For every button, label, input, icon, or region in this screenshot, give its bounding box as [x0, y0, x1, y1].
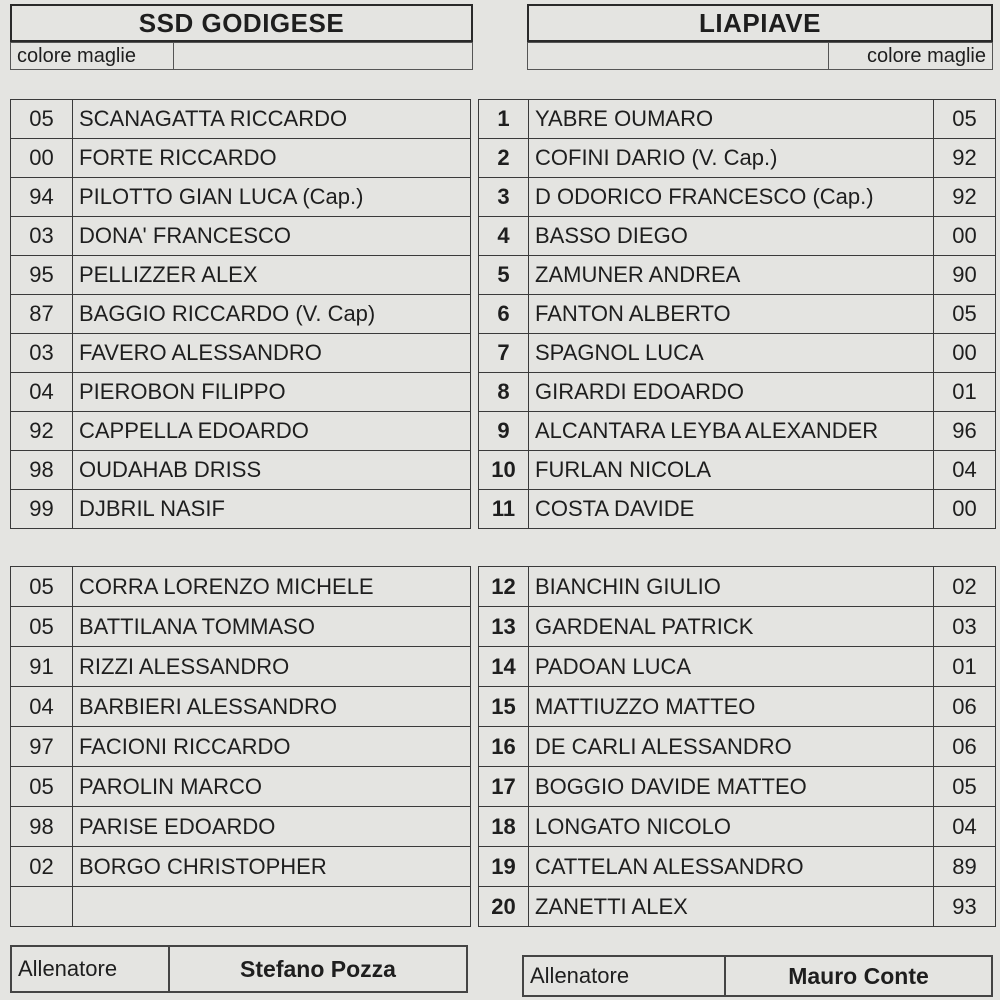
home-player-name: DONA' FRANCESCO	[73, 217, 471, 256]
away-player-name: ALCANTARA LEYBA ALEXANDER	[529, 412, 934, 451]
table-row	[11, 807, 996, 847]
home-player-name: BORGO CHRISTOPHER	[73, 847, 471, 887]
shirt-number: 8	[479, 373, 529, 412]
home-year: 02	[11, 847, 73, 887]
column-gap	[471, 373, 479, 412]
table-row	[11, 687, 996, 727]
home-year: 05	[11, 567, 73, 607]
table-row	[11, 847, 996, 887]
away-player-name: COSTA DAVIDE	[529, 490, 934, 529]
away-year: 89	[934, 847, 996, 887]
away-year: 01	[934, 647, 996, 687]
table-row	[11, 100, 996, 139]
away-shirt-color-label: colore maglie	[867, 44, 986, 67]
home-year: 94	[11, 178, 73, 217]
home-year: 97	[11, 727, 73, 767]
column-gap	[471, 887, 479, 927]
home-year: 92	[11, 412, 73, 451]
away-player-name: GARDENAL PATRICK	[529, 607, 934, 647]
column-gap	[471, 767, 479, 807]
starters-table	[10, 99, 996, 529]
away-year: 00	[934, 217, 996, 256]
table-row	[11, 256, 996, 295]
away-year: 05	[934, 295, 996, 334]
table-row	[11, 887, 996, 927]
away-player-name: MATTIUZZO MATTEO	[529, 687, 934, 727]
column-gap	[471, 217, 479, 256]
away-coach-name: Mauro Conte	[788, 962, 929, 989]
table-row	[11, 727, 996, 767]
column-gap	[471, 807, 479, 847]
shirt-number: 19	[479, 847, 529, 887]
column-gap	[471, 490, 479, 529]
shirt-number: 6	[479, 295, 529, 334]
shirt-number: 12	[479, 567, 529, 607]
away-player-name: BOGGIO DAVIDE MATTEO	[529, 767, 934, 807]
home-player-name: PELLIZZER ALEX	[73, 256, 471, 295]
table-row	[11, 412, 996, 451]
home-shirt-color-divider	[173, 43, 174, 69]
away-player-name: ZANETTI ALEX	[529, 887, 934, 927]
shirt-number: 4	[479, 217, 529, 256]
home-player-name	[73, 887, 471, 927]
column-gap	[471, 412, 479, 451]
away-player-name: BIANCHIN GIULIO	[529, 567, 934, 607]
home-year: 04	[11, 687, 73, 727]
away-player-name: DE CARLI ALESSANDRO	[529, 727, 934, 767]
away-player-name: COFINI DARIO (V. Cap.)	[529, 139, 934, 178]
home-year: 05	[11, 767, 73, 807]
column-gap	[471, 687, 479, 727]
column-gap	[471, 567, 479, 607]
away-player-name: PADOAN LUCA	[529, 647, 934, 687]
shirt-number: 3	[479, 178, 529, 217]
home-player-name: BAGGIO RICCARDO (V. Cap)	[73, 295, 471, 334]
home-year: 03	[11, 334, 73, 373]
home-year: 05	[11, 607, 73, 647]
away-player-name: YABRE OUMARO	[529, 100, 934, 139]
home-shirt-color-row	[10, 42, 473, 70]
away-player-name: D ODORICO FRANCESCO (Cap.)	[529, 178, 934, 217]
home-year: 98	[11, 807, 73, 847]
home-player-name: RIZZI ALESSANDRO	[73, 647, 471, 687]
home-player-name: CAPPELLA EDOARDO	[73, 412, 471, 451]
home-player-name: CORRA LORENZO MICHELE	[73, 567, 471, 607]
starters-body	[11, 100, 996, 529]
home-player-name: FACIONI RICCARDO	[73, 727, 471, 767]
home-player-name: PIEROBON FILIPPO	[73, 373, 471, 412]
away-year: 00	[934, 490, 996, 529]
away-year: 05	[934, 767, 996, 807]
shirt-number: 17	[479, 767, 529, 807]
home-coach-name: Stefano Pozza	[240, 955, 396, 982]
home-coach-box	[10, 945, 468, 993]
table-row	[11, 451, 996, 490]
home-year: 03	[11, 217, 73, 256]
away-year: 02	[934, 567, 996, 607]
column-gap	[471, 647, 479, 687]
away-year: 93	[934, 887, 996, 927]
home-year: 04	[11, 373, 73, 412]
home-player-name: FORTE RICCARDO	[73, 139, 471, 178]
away-year: 92	[934, 178, 996, 217]
home-player-name: FAVERO ALESSANDRO	[73, 334, 471, 373]
home-player-name: PARISE EDOARDO	[73, 807, 471, 847]
away-year: 00	[934, 334, 996, 373]
away-year: 05	[934, 100, 996, 139]
reserves-table	[10, 566, 996, 927]
home-player-name: BARBIERI ALESSANDRO	[73, 687, 471, 727]
table-row	[11, 647, 996, 687]
shirt-number: 16	[479, 727, 529, 767]
home-year: 95	[11, 256, 73, 295]
home-year: 98	[11, 451, 73, 490]
shirt-number: 14	[479, 647, 529, 687]
shirt-number: 1	[479, 100, 529, 139]
home-year: 05	[11, 100, 73, 139]
column-gap	[471, 295, 479, 334]
home-shirt-color-label: colore maglie	[17, 44, 136, 67]
shirt-number: 9	[479, 412, 529, 451]
column-gap	[471, 139, 479, 178]
table-row	[11, 139, 996, 178]
table-row	[11, 334, 996, 373]
shirt-number: 5	[479, 256, 529, 295]
home-team-name: SSD GODIGESE	[10, 4, 473, 42]
column-gap	[471, 847, 479, 887]
away-player-name: FANTON ALBERTO	[529, 295, 934, 334]
away-player-name: GIRARDI EDOARDO	[529, 373, 934, 412]
table-row	[11, 607, 996, 647]
away-player-name: FURLAN NICOLA	[529, 451, 934, 490]
table-row	[11, 295, 996, 334]
home-player-name: PAROLIN MARCO	[73, 767, 471, 807]
shirt-number: 15	[479, 687, 529, 727]
shirt-number: 2	[479, 139, 529, 178]
away-player-name: ZAMUNER ANDREA	[529, 256, 934, 295]
home-coach-label: Allenatore	[12, 947, 170, 991]
home-player-name: OUDAHAB DRISS	[73, 451, 471, 490]
shirt-number: 11	[479, 490, 529, 529]
column-gap	[471, 100, 479, 139]
shirt-number: 7	[479, 334, 529, 373]
column-gap	[471, 607, 479, 647]
column-gap	[471, 256, 479, 295]
shirt-number: 20	[479, 887, 529, 927]
home-player-name: SCANAGATTA RICCARDO	[73, 100, 471, 139]
home-year	[11, 887, 73, 927]
table-row	[11, 217, 996, 256]
away-shirt-color-divider	[828, 43, 829, 69]
away-year: 06	[934, 727, 996, 767]
shirt-number: 10	[479, 451, 529, 490]
table-row	[11, 373, 996, 412]
away-player-name: CATTELAN ALESSANDRO	[529, 847, 934, 887]
away-team-name: LIAPIAVE	[527, 4, 993, 42]
column-gap	[471, 178, 479, 217]
away-year: 06	[934, 687, 996, 727]
column-gap	[471, 334, 479, 373]
away-shirt-color-row	[527, 42, 993, 70]
away-year: 04	[934, 451, 996, 490]
away-player-name: BASSO DIEGO	[529, 217, 934, 256]
home-player-name: PILOTTO GIAN LUCA (Cap.)	[73, 178, 471, 217]
away-year: 90	[934, 256, 996, 295]
shirt-number: 13	[479, 607, 529, 647]
shirt-number: 18	[479, 807, 529, 847]
table-row	[11, 178, 996, 217]
away-year: 03	[934, 607, 996, 647]
table-row	[11, 767, 996, 807]
away-year: 01	[934, 373, 996, 412]
home-year: 91	[11, 647, 73, 687]
home-player-name: DJBRIL NASIF	[73, 490, 471, 529]
table-row	[11, 490, 996, 529]
home-year: 99	[11, 490, 73, 529]
away-player-name: LONGATO NICOLO	[529, 807, 934, 847]
away-year: 04	[934, 807, 996, 847]
table-row	[11, 567, 996, 607]
home-year: 87	[11, 295, 73, 334]
home-player-name: BATTILANA TOMMASO	[73, 607, 471, 647]
away-coach-box	[522, 955, 993, 997]
away-year: 92	[934, 139, 996, 178]
away-year: 96	[934, 412, 996, 451]
away-player-name: SPAGNOL LUCA	[529, 334, 934, 373]
home-year: 00	[11, 139, 73, 178]
reserves-body	[11, 567, 996, 927]
away-coach-label: Allenatore	[524, 957, 726, 995]
column-gap	[471, 451, 479, 490]
column-gap	[471, 727, 479, 767]
